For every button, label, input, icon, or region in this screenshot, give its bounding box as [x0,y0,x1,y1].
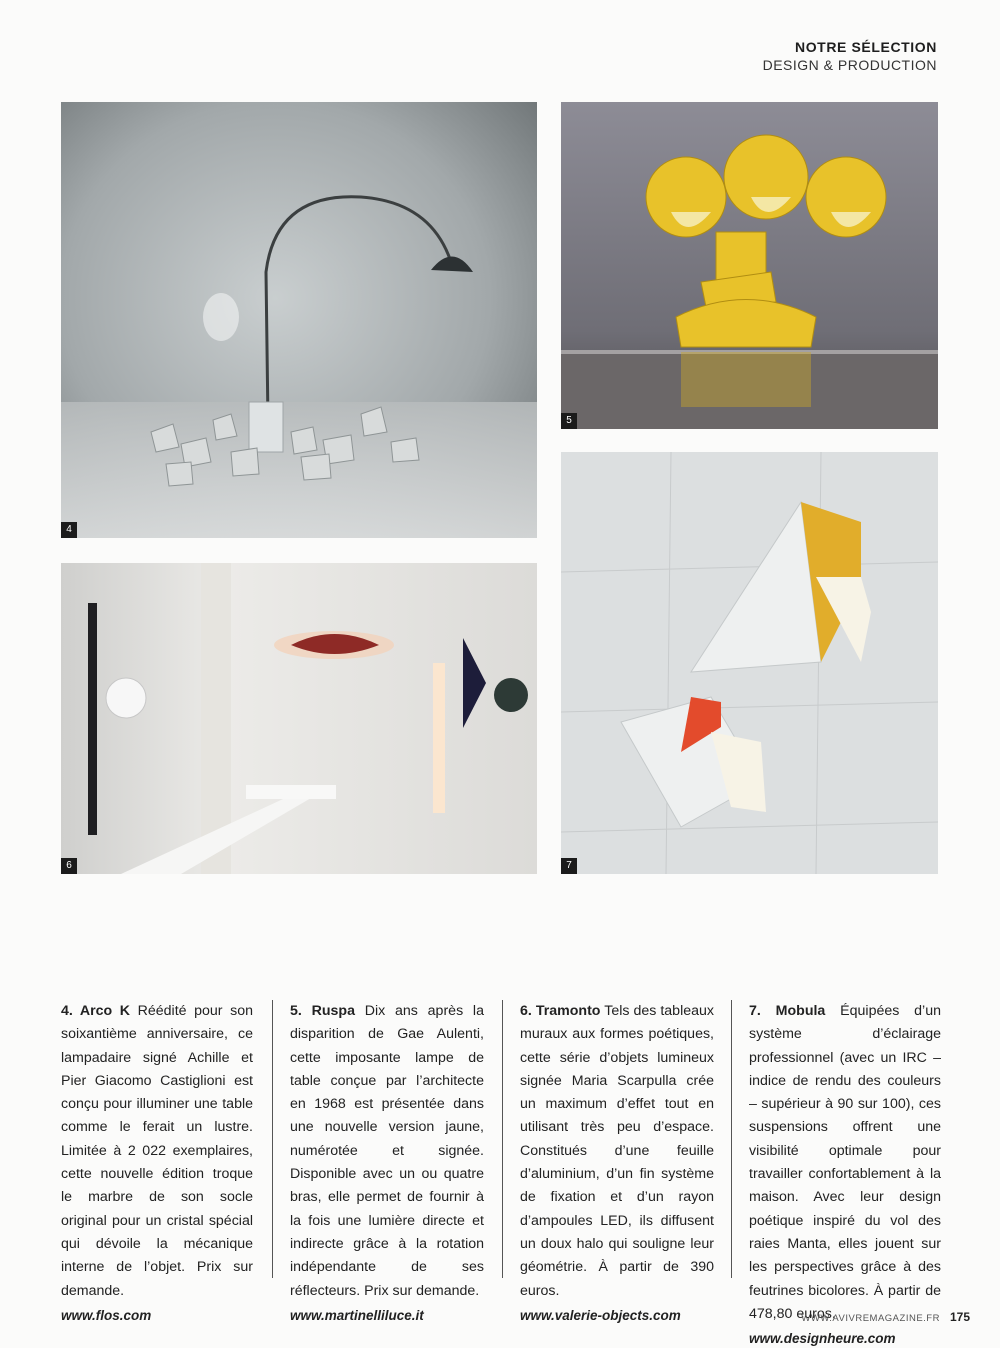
photo-number: 7 [561,858,577,874]
article-text: Tels des tableaux muraux aux formes poétiques, cette série d’objets lumineux signée Maria Scarpulla crée un maximum d’effet tout en utilisant très peu d’espace. Constitués d’une feuille d’aluminium, d’un fin système de fixation et d’un rayon d’ampoules LED, ils diffusent un doux halo qui souligne leur géométrie. À partir de 390 euros. [520,1003,714,1299]
article-body [290,1000,484,1303]
article-text: Équipées d’un système d’éclairage professionnel (avec un IRC – indice de rendu des couleurs – supérieur à 90 sur 100), ces suspensions offrent une visibilité optimale pour travailler confortablement à la maison. Avec leur design poétique inspiré du vol des raies Manta, elles jouent sur les perspectives grâce à des feutrines bicolores. À partir de 478,80 euros. [749,1003,941,1322]
section-title: DESIGN & PRODUCTION [762,57,937,73]
article-title: 7. Mobula [749,1003,826,1019]
photo-arco-k [61,102,537,538]
article-url[interactable]: www.designheure.com [749,1331,896,1347]
article-text: Réédité pour son soixantième anniversaire, ce lampadaire signé Achille et Pier Giacomo Castiglioni est conçu pour illuminer une table comme le ferait un lustre. Limitée à 2 022 exemplaires, cette nouvelle édition troque le marbre de son socle original pour un cristal spécial qui dévoile la mécanique interne de l’objet. Prix sur demande. [61,1003,253,1299]
article-text: Dix ans après la disparition de Gae Aulenti, cette imposante lampe de table conçue par l’architecte en 1968 est présentée dans une nouvelle version jaune, numérotée et signée. Disponible avec un ou quatre bras, elle permet de fournir à la fois une lumière directe et indirecte grâce à la rotation indépendante de ses réflecteurs. Prix sur demande. [290,1003,484,1299]
article-title: 6. Tramonto [520,1003,601,1019]
footer-site[interactable]: WWW.AVIVREMAGAZINE.FR [801,1313,940,1324]
page-number: 175 [949,1310,970,1324]
page-header [763,38,937,74]
article-url[interactable]: www.flos.com [61,1307,152,1323]
article-body [61,1000,253,1303]
photo-ruspa [561,102,938,429]
arco-lamp-illustration [61,102,537,538]
photo-mobula [561,452,938,874]
tramonto-wall-lights-illustration [61,563,537,874]
article-ruspa [272,1000,484,1323]
photo-tramonto [61,563,537,874]
photo-number: 4 [61,522,77,538]
article-url[interactable]: www.valerie-objects.com [520,1307,681,1323]
ruspa-lamp-illustration [561,102,938,429]
photo-number: 5 [561,413,577,429]
article-body [520,1000,714,1303]
kicker: NOTRE SÉLECTION [794,39,937,55]
article-title: 5. Ruspa [290,1003,355,1019]
article-title: 4. Arco K [61,1003,131,1019]
photo-number: 6 [61,858,77,874]
page-footer [801,1310,970,1324]
mobula-pendants-illustration [561,452,938,874]
article-body [749,1000,941,1326]
article-arco-k [61,1000,253,1323]
article-url[interactable]: www.martinelliluce.it [290,1307,424,1323]
article-tramonto [502,1000,714,1323]
